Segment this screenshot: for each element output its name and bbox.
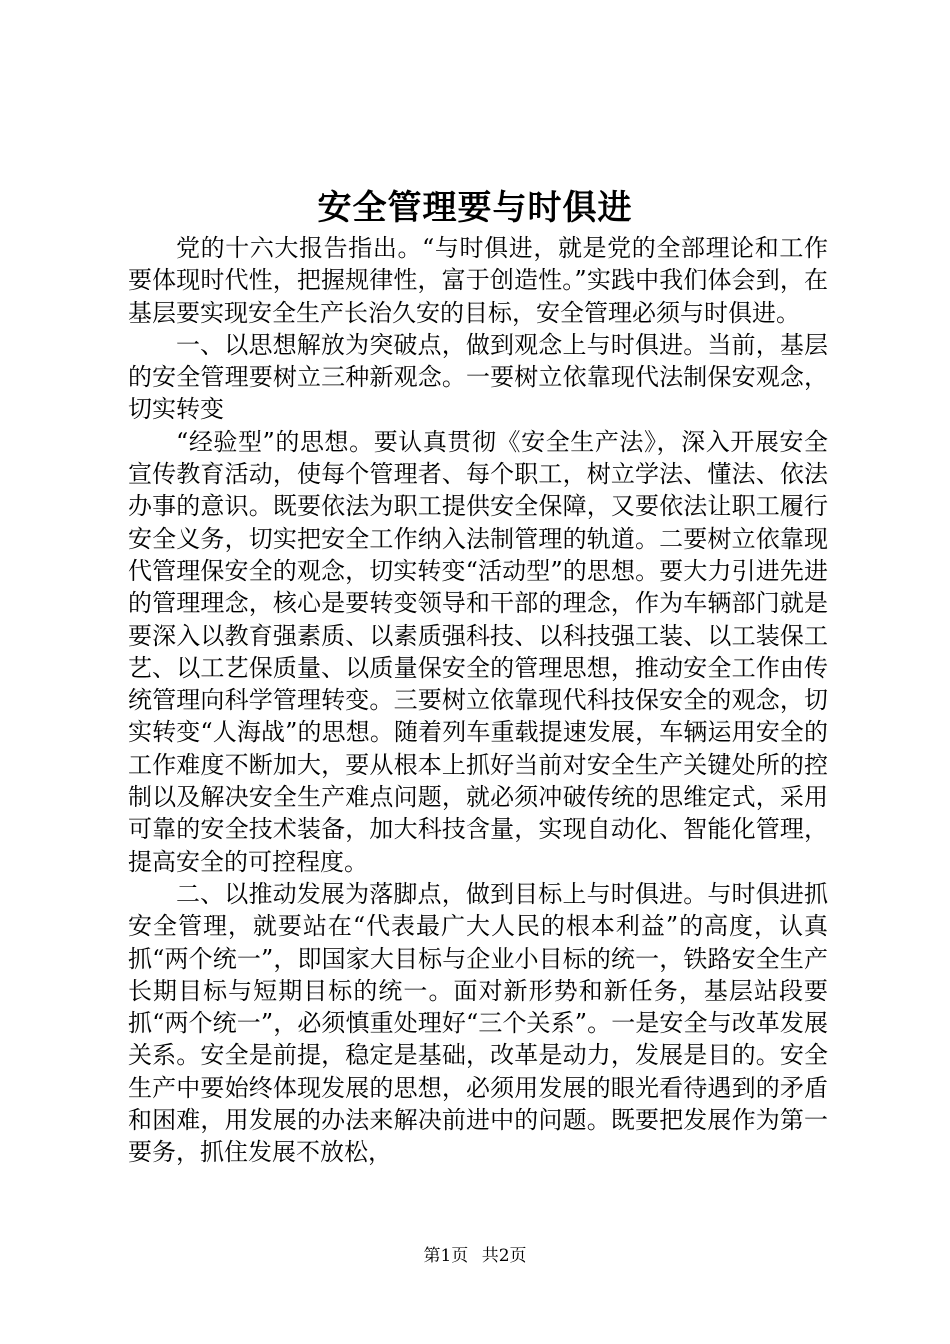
page-number: 第1页 xyxy=(423,1246,469,1266)
page-total: 共2页 xyxy=(481,1246,527,1266)
paragraph-section-two: 二、以推动发展为落脚点，做到目标上与时俱进。与时俱进抓安全管理，就要站在“代表最广大人民的根本利益”的高度，认真抓“两个统一”，即国家大目标与企业小目标的统一，铁路安全生产长期目标与短期目标的统一。面对新形势和新任务，基层站段要抓“两个统一”，必须慎重处理好“三个关系”。一是安全与改革发展关系。安全是前提，稳定是基础，改革是动力，发展是目的。安全生产中要始终体现发展的思想，必须用发展的眼光看待遇到的矛盾和困难，用发展的办法来解决前进中的问题。既要把发展作为第一要务，抓住发展不放松， xyxy=(128,879,828,1167)
paragraph-section-one: 一、以思想解放为突破点，做到观念上与时俱进。当前，基层的安全管理要树立三种新观念。一要树立依靠现代法制保安观念，切实转变 xyxy=(128,330,828,424)
paragraph-section-one-continued: “经验型”的思想。要认真贯彻《安全生产法》，深入开展安全宣传教育活动，使每个管理者、每个职工，树立学法、懂法、依法办事的意识。既要依法为职工提供安全保障，又要依法让职工履行安全义务，切实把安全工作纳入法制管理的轨道。二要树立依靠现代管理保安全的观念，切实转变“活动型”的思想。要大力引进先进的管理理念，核心是要转变领导和干部的理念，作为车辆部门就是要深入以教育强素质、以素质强科技、以科技强工装、以工装保工艺、以工艺保质量、以质量保安全的管理思想，推动安全工作由传统管理向科学管理转变。三要树立依靠现代科技保安全的观念，切实转变“人海战”的思想。随着列车重载提速发展，车辆运用安全的工作难度不断加大，要从根本上抓好当前对安全生产关键处所的控制以及解决安全生产难点问题，就必须冲破传统的思维定式，采用可靠的安全技术装备，加大科技含量，实现自动化、智能化管理，提高安全的可控程度。 xyxy=(128,427,828,876)
document-title: 安全管理要与时俱进 xyxy=(317,188,633,228)
page-footer xyxy=(0,1245,950,1267)
document-body xyxy=(128,232,828,1169)
paragraph-intro: 党的十六大报告指出。“与时俱进，就是党的全部理论和工作要体现时代性，把握规律性，富于创造性。”实践中我们体会到，在基层要实现安全生产长治久安的目标，安全管理必须与时俱进。 xyxy=(128,234,828,327)
